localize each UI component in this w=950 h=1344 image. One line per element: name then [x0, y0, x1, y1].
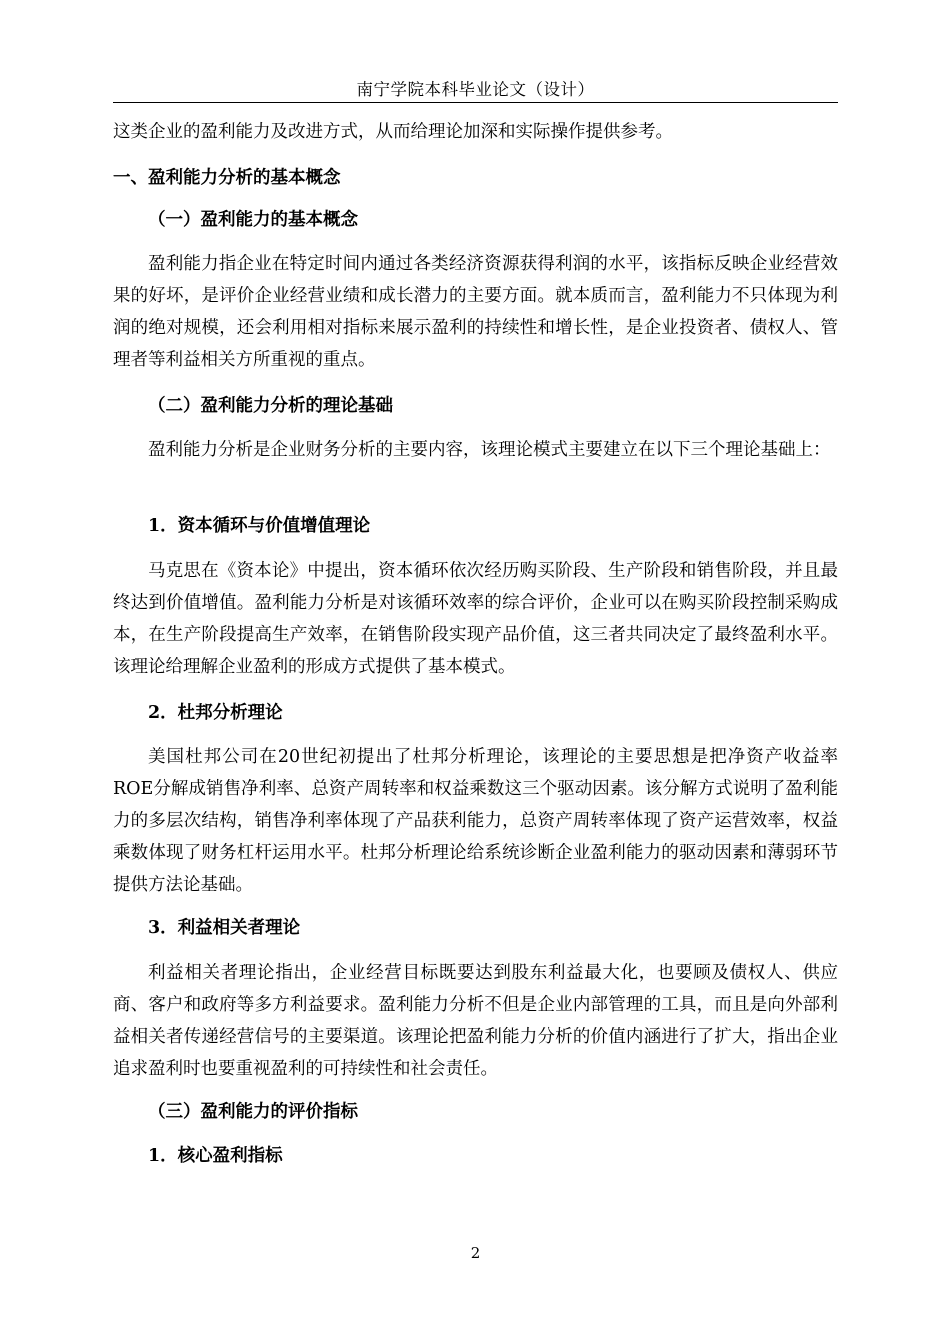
paragraph: 盈利能力分析是企业财务分析的主要内容，该理论模式主要建立在以下三个理论基础上：: [148, 440, 831, 460]
item-heading: 3．利益相关者理论: [148, 918, 301, 938]
item-2-body: [113, 741, 838, 901]
subsection-1-body: [113, 248, 838, 376]
item-1-body: [113, 555, 838, 683]
subsection-2-body: [113, 434, 838, 466]
item-heading: 1．资本循环与价值增值理论: [148, 516, 371, 536]
subsection-3: [113, 1096, 838, 1128]
subsection-heading: （一）盈利能力的基本概念: [148, 210, 358, 230]
paragraph: 利益相关者理论指出，企业经营目标既要达到股东利益最大化，也要顾及债权人、供应商、客户和政府等多方利益要求。盈利能力分析不但是企业内部管理的工具，而且是向外部利益相关者传递经营信号的主要渠道。该理论把盈利能力分析的价值内涵进行了扩大，指出企业追求盈利时也要重视盈利的可持续性和社会责任。: [113, 963, 838, 1079]
section-1: [113, 162, 838, 194]
running-header: 南宁学院本科毕业论文（设计）: [356, 80, 595, 99]
intro-line: 这类企业的盈利能力及改进方式，从而给理论加深和实际操作提供参考。: [113, 122, 673, 142]
item-2: [113, 697, 838, 729]
item-1: [113, 510, 838, 542]
intro-text: [113, 116, 838, 148]
section-heading: 一、盈利能力分析的基本概念: [113, 168, 341, 188]
item-heading: 2．杜邦分析理论: [148, 703, 283, 723]
item-4: [113, 1140, 838, 1172]
paragraph: 马克思在《资本论》中提出，资本循环依次经历购买阶段、生产阶段和销售阶段，并且最终达到价值增值。盈利能力分析是对该循环效率的综合评价，企业可以在购买阶段控制采购成本，在生产阶段提高生产效率，在销售阶段实现产品价值，这三者共同决定了最终盈利水平。该理论给理解企业盈利的形成方式提供了基本模式。: [113, 561, 838, 677]
paragraph: 美国杜邦公司在20世纪初提出了杜邦分析理论，该理论的主要思想是把净资产收益率ROE分解成销售净利率、总资产周转率和权益乘数这三个驱动因素。该分解方式说明了盈利能力的多层次结构，销售净利率体现了产品获利能力，总资产周转率体现了资产运营效率，权益乘数体现了财务杠杆运用水平。杜邦分析理论给系统诊断企业盈利能力的驱动因素和薄弱环节提供方法论基础。: [113, 747, 838, 895]
header-rule: [113, 102, 838, 103]
item-3-body: [113, 957, 838, 1085]
item-3: [113, 912, 838, 944]
paragraph: 盈利能力指企业在特定时间内通过各类经济资源获得利润的水平，该指标反映企业经营效果的好坏，是评价企业经营业绩和成长潜力的主要方面。就本质而言，盈利能力不只体现为利润的绝对规模，还会利用相对指标来展示盈利的持续性和增长性，是企业投资者、债权人、管理者等利益相关方所重视的重点。: [113, 254, 838, 370]
subsection-2: [113, 390, 838, 422]
subsection-1: [113, 204, 838, 236]
page-number: 2: [470, 1244, 481, 1262]
subsection-heading: （三）盈利能力的评价指标: [148, 1102, 358, 1122]
subsection-heading: （二）盈利能力分析的理论基础: [148, 396, 393, 416]
item-heading: 1．核心盈利指标: [148, 1146, 283, 1166]
